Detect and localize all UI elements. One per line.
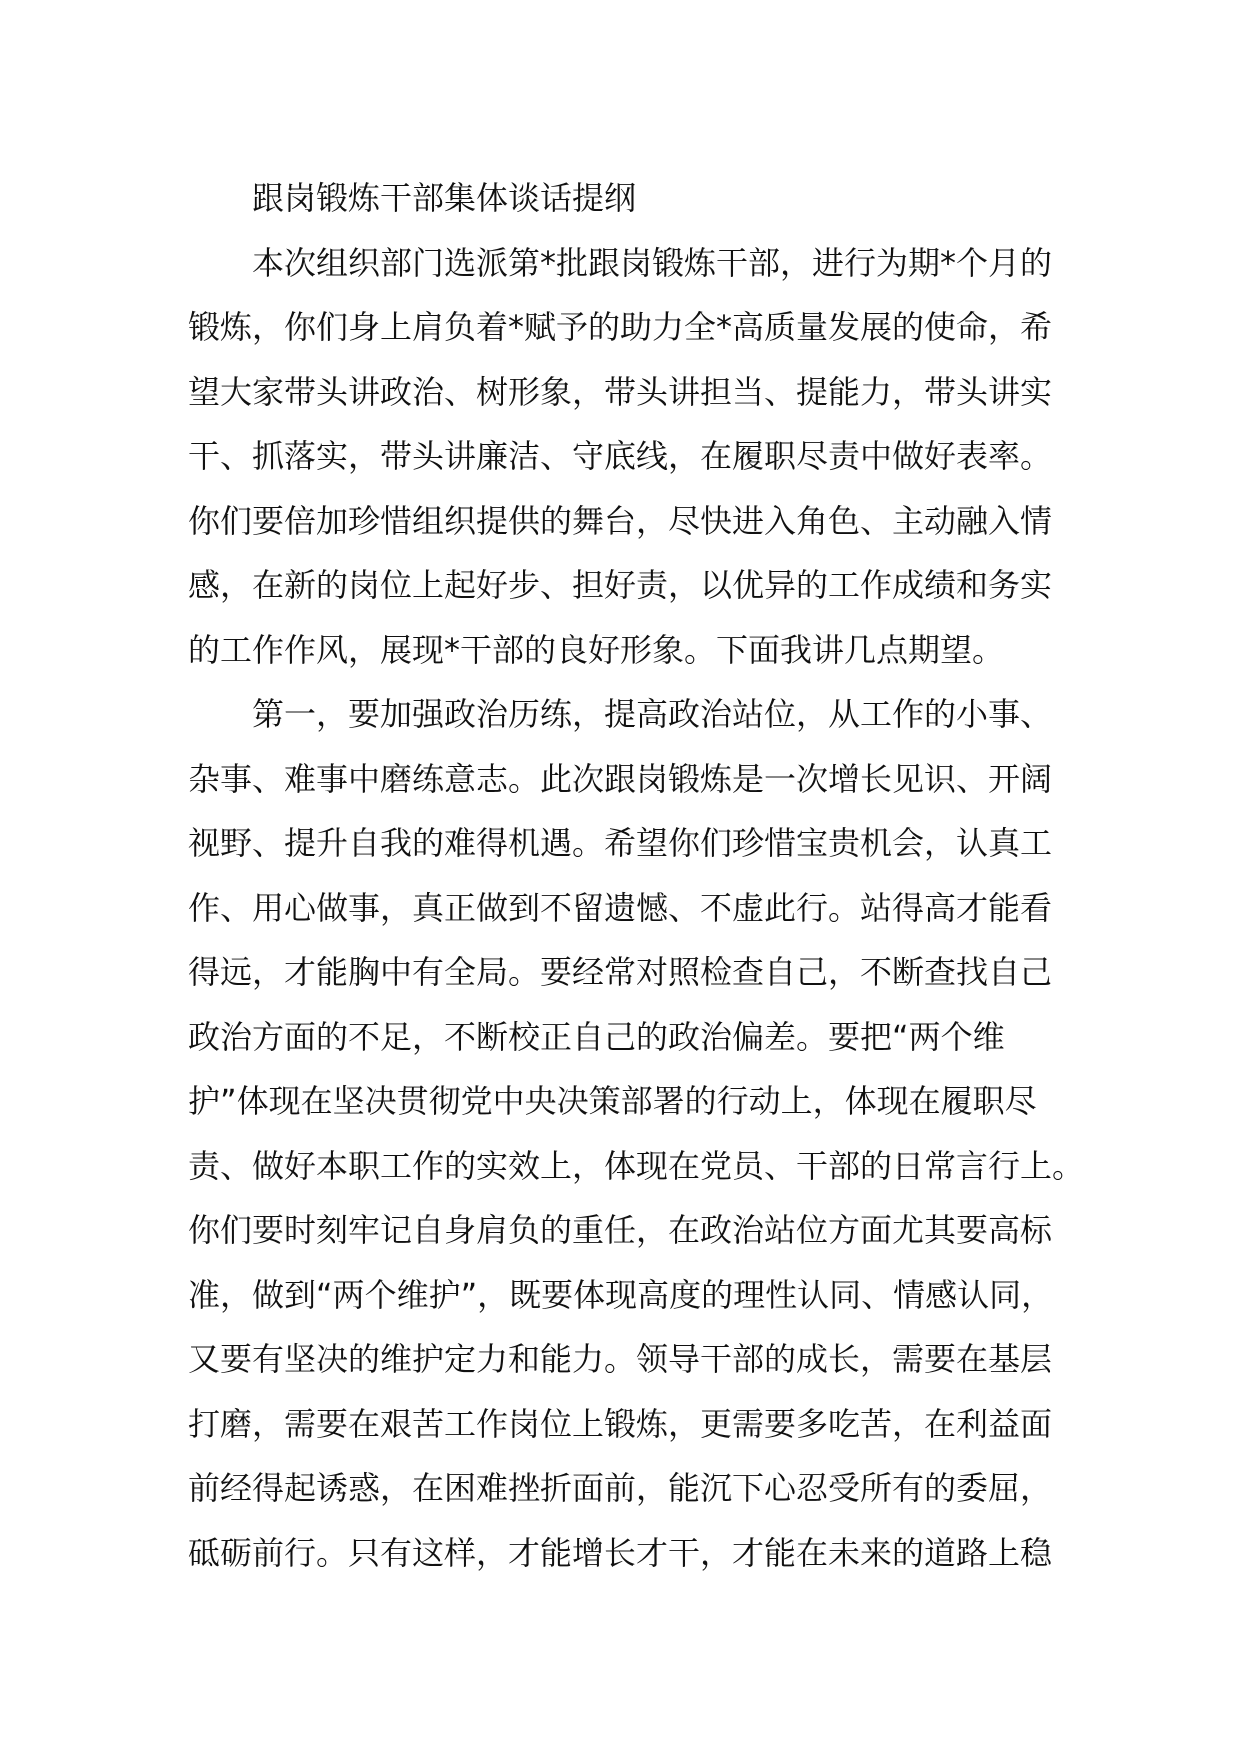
paragraph-2-line-4: 作、用心做事，真正做到不留遗憾、不虚此行。站得高才能看: [188, 888, 1053, 927]
paragraph-1-line-2: 锻炼，你们身上肩负着*赋予的助力全*高质量发展的使命，希: [188, 308, 1053, 346]
paragraph-1-line-4: 干、抓落实，带头讲廉洁、守底线，在履职尽责中做好表率。: [188, 437, 1053, 475]
paragraph-2-line-7: 护”体现在坚决贯彻党中央决策部署的行动上，体现在履职尽: [188, 1082, 1037, 1120]
document-body: [188, 166, 1088, 1585]
paragraph-2-line-10: 准，做到“两个维护”，既要体现高度的理性认同、情感认同，: [188, 1275, 1054, 1314]
paragraph-1-line-6: 感，在新的岗位上起好步、担好责，以优异的工作成绩和务实: [188, 566, 1053, 604]
paragraph-2-line-2: 杂事、难事中磨练意志。此次跟岗锻炼是一次增长见识、开阔: [188, 759, 1053, 798]
paragraph-2-line-1: 第一，要加强政治历练，提高政治站位，从工作的小事、: [252, 695, 1053, 733]
paragraph-1-line-7: 的工作作风，展现*干部的良好形象。下面我讲几点期望。: [188, 630, 1005, 669]
document-title: 跟岗锻炼干部集体谈话提纲: [252, 179, 637, 217]
paragraph-2-line-3: 视野、提升自我的难得机遇。希望你们珍惜宝贵机会，认真工: [188, 824, 1053, 862]
paragraph-1-line-1: 本次组织部门选派第*批跟岗锻炼干部，进行为期*个月的: [252, 243, 1053, 282]
paragraph-1-line-5: 你们要倍加珍惜组织提供的舞台，尽快进入角色、主动融入情: [188, 501, 1053, 540]
paragraph-2-line-9: 你们要时刻牢记自身肩负的重任，在政治站位方面尤其要高标: [188, 1211, 1053, 1249]
paragraph-2-line-6: 政治方面的不足，不断校正自己的政治偏差。要把“两个维: [188, 1017, 1005, 1056]
paragraph-2-line-12: 打磨，需要在艰苦工作岗位上锻炼，更需要多吃苦，在利益面: [188, 1404, 1053, 1443]
paragraph-2-line-8: 责、做好本职工作的实效上，体现在党员、干部的日常言行上。: [188, 1146, 1085, 1185]
paragraph-2-line-5: 得远，才能胸中有全局。要经常对照检查自己，不断查找自己: [188, 953, 1053, 991]
paragraph-2-line-11: 又要有坚决的维护定力和能力。领导干部的成长，需要在基层: [188, 1340, 1053, 1378]
paragraph-1-line-3: 望大家带头讲政治、树形象，带头讲担当、提能力，带头讲实: [188, 372, 1053, 411]
paragraph-2-line-13: 前经得起诱惑，在困难挫折面前，能沉下心忍受所有的委屈，: [188, 1469, 1053, 1507]
paragraph-2-line-14: 砥砺前行。只有这样，才能增长才干，才能在未来的道路上稳: [188, 1533, 1053, 1572]
